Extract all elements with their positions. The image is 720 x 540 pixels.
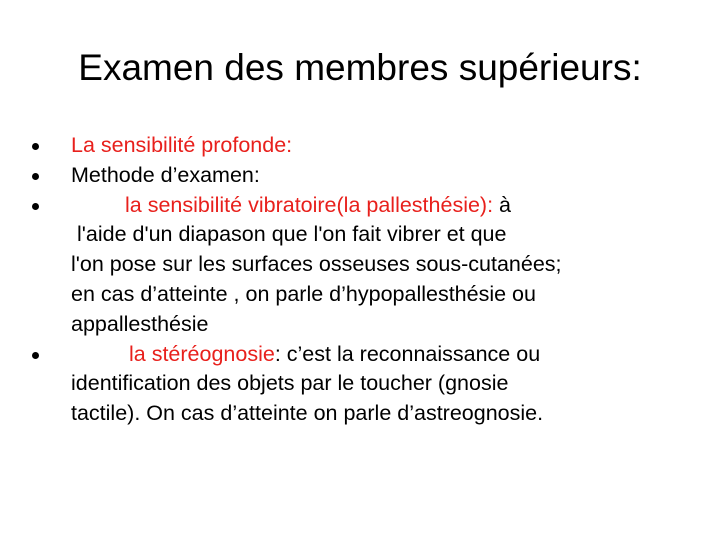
slide-title: Examen des membres supérieurs: — [78, 47, 642, 88]
bullet-list — [30, 131, 700, 429]
bullet-continuation-line: l'aide d'un diapason que l'on fait vibrer et que — [77, 222, 507, 247]
bullet-continuation-line: l'on pose sur les surfaces osseuses sous-cutanées; — [71, 252, 562, 277]
bullet-text: Methode d’examen: — [71, 162, 260, 187]
bullet-item-stereognosie — [30, 340, 700, 429]
bullet-continuation-line: en cas d’atteinte , on parle d’hypopallesthésie ou — [71, 281, 536, 306]
bullet-item-sensibilite-profonde — [30, 131, 700, 161]
bullet-continuation-line: identification des objets par le toucher (gnosie — [71, 371, 509, 396]
bullet-continuation-line: tactile). On cas d’atteinte on parle d’astreognosie. — [71, 401, 544, 426]
bullet-accent-text: la sensibilité vibratoire(la pallesthésie): — [125, 192, 494, 217]
bullet-text: à — [493, 192, 511, 217]
bullet-continuation-line: appallesthésie — [71, 311, 209, 336]
bullet-item-methode — [30, 161, 700, 191]
bullet-accent-text: la stéréognosie — [129, 341, 275, 366]
bullet-first-line — [71, 191, 700, 221]
bullet-accent-text: La sensibilité profonde: — [71, 133, 293, 157]
bullet-text: : c’est la reconnaissance ou — [274, 341, 541, 366]
bullet-item-vibratoire — [30, 191, 700, 340]
bullet-first-line — [71, 340, 700, 370]
